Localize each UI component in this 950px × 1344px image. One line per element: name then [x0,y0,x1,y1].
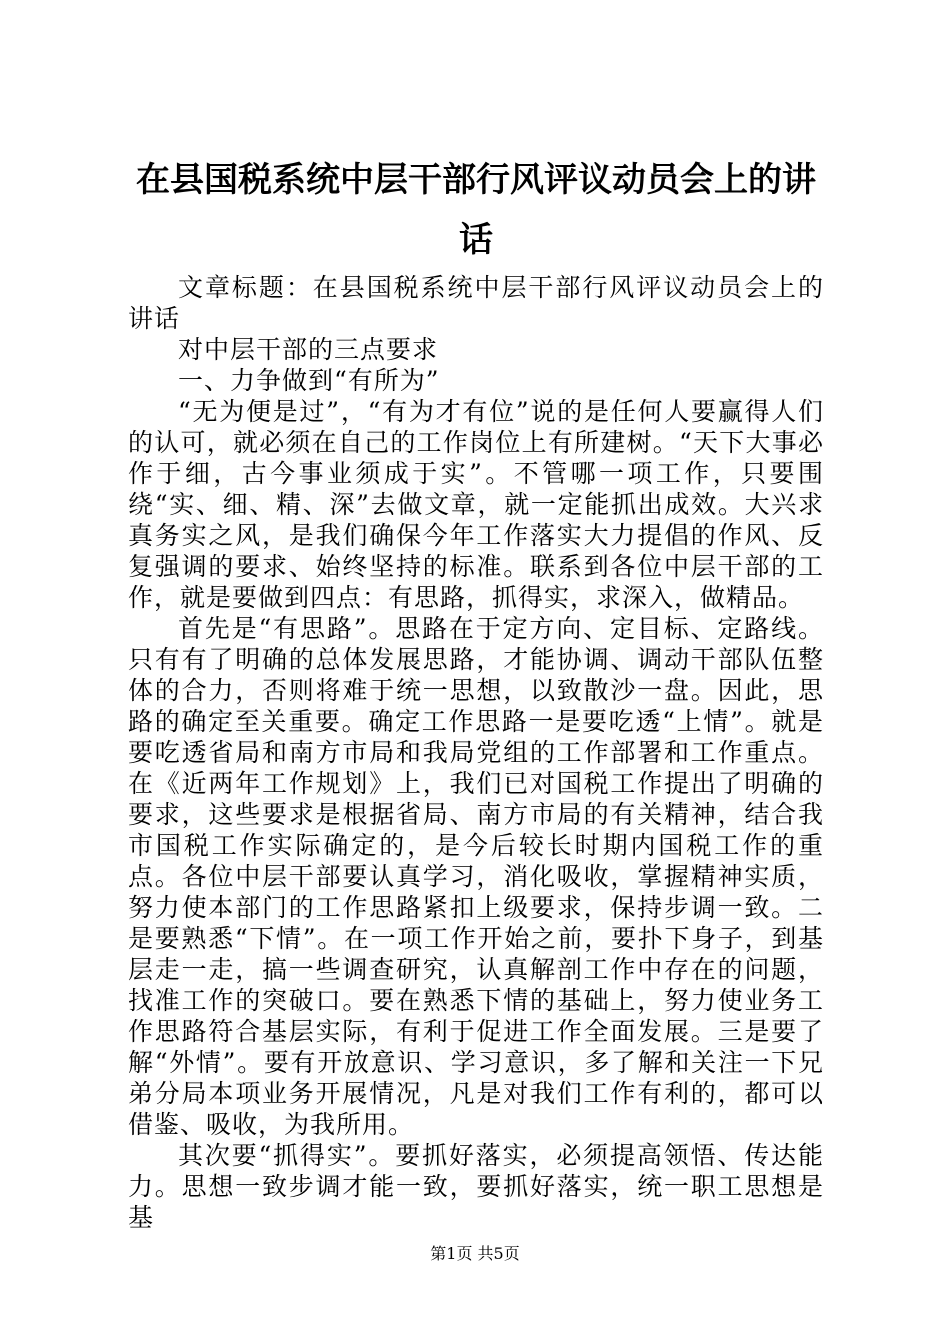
document-page [128,150,824,1233]
paragraph-body: 其次要“抓得实”。要抓好落实，必须提高领悟、传达能力。思想一致步调才能一致，要抓好落实，统一职工思想是基 [128,1141,824,1232]
document-title: 在县国税系统中层干部行风评议动员会上的讲话 [136,160,816,260]
paragraph-section-one: 一、力争做到“有所为” [178,366,440,395]
paragraph-article-title: 文章标题：在县国税系统中层干部行风评议动员会上的讲话 [128,273,824,333]
paragraph-heading-requirements: 对中层干部的三点要求 [178,335,439,364]
paragraph-body: “无为便是过”，“有为才有位”说的是任何人要赢得人们的认可，就必须在自己的工作岗位上有所建树。“天下大事必作于细，古今事业须成于实”。不管哪一项工作，只要围绕“实、细、精、深”去做文章，就一定能抓出成效。大兴求真务实之风，是我们确保今年工作落实大力提倡的作风、反复强调的要求、始终坚持的标准。联系到各位中层干部的工作，就是要做到四点：有思路，抓得实，求深入，做精品。 [128,397,824,612]
document-body [128,272,824,1233]
page-number-footer: 第1页 共5页 [430,1244,520,1263]
paragraph-body: 首先是“有思路”。思路在于定方向、定目标、定路线。只有有了明确的总体发展思路，才能协调、调动干部队伍整体的合力，否则将难于统一思想，以致散沙一盘。因此，思路的确定至关重要。确定工作思路一是要吃透“上情”。就是要吃透省局和南方市局和我局党组的工作部署和工作重点。在《近两年工作规划》上，我们已对国税工作提出了明确的要求，这些要求是根据省局、南方市局的有关精神，结合我市国税工作实际确定的，是今后较长时期内国税工作的重点。各位中层干部要认真学习，消化吸收，掌握精神实质，努力使本部门的工作思路紧扣上级要求，保持步调一致。二是要熟悉“下情”。在一项工作开始之前，要扑下身子，到基层走一走，搞一些调查研究，认真解剖工作中存在的问题，找准工作的突破口。要在熟悉下情的基础上，努力使业务工作思路符合基层实际，有利于促进工作全面发展。三是要了解“外情”。要有开放意识、学习意识，多了解和关注一下兄弟分局本项业务开展情况，凡是对我们工作有利的，都可以借鉴、吸收，为我所用。 [128,614,824,1139]
